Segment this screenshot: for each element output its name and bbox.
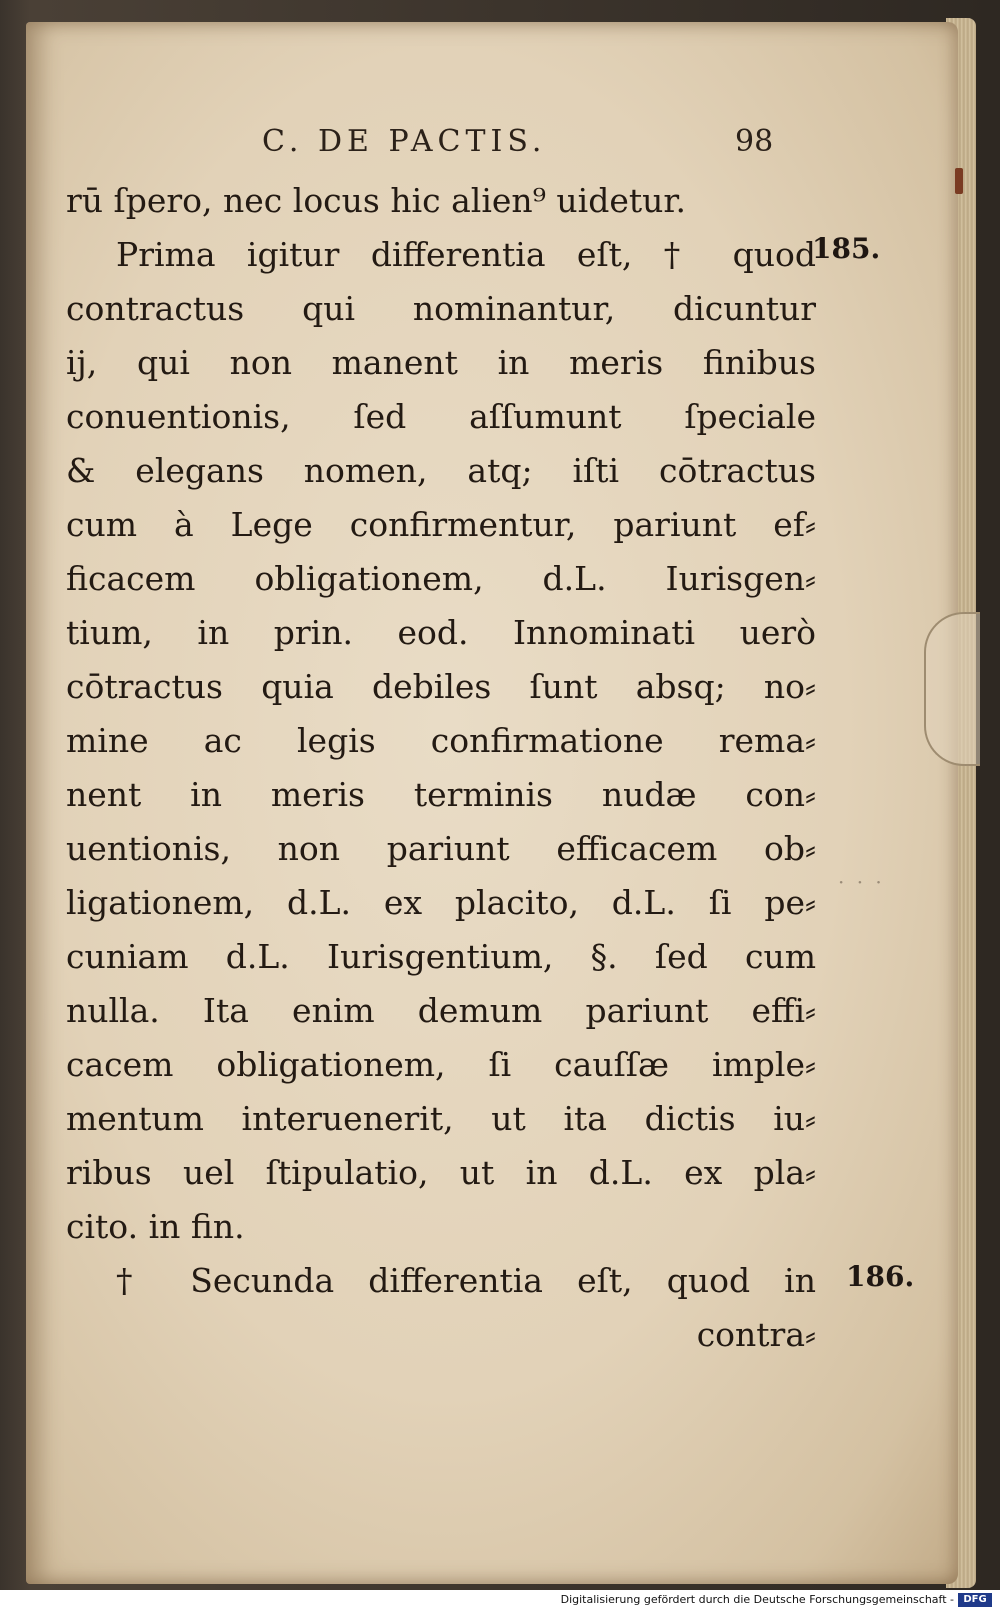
- footer-bar: [0, 1590, 1000, 1611]
- margin-note-186: 186.: [846, 1260, 915, 1293]
- text-line: mine ac legis confirmatione rema⸗: [66, 721, 816, 760]
- text-line: ficacem obligationem, d.L. Iurisgen⸗: [66, 559, 816, 598]
- text-line: nulla. Ita enim demum pariunt effi⸗: [66, 991, 816, 1030]
- text-block: [66, 174, 816, 1362]
- text-line: cuniam d.L. Iurisgentium, §. ſed cum: [66, 937, 816, 976]
- running-head: C. DE PACTIS.: [262, 124, 547, 159]
- text-line: rū ſpero, nec locus hic alien⁹ uidetur.: [66, 181, 687, 220]
- text-line: ribus uel ſtipulatio, ut in d.L. ex pla⸗: [66, 1153, 816, 1192]
- text-line: & elegans nomen, atq; iſti cōtractus: [66, 451, 816, 490]
- catchword: contra⸗: [696, 1315, 816, 1354]
- margin-note-185: 185.: [812, 232, 881, 265]
- text-line: nent in meris terminis nudæ con⸗: [66, 775, 816, 814]
- text-line: contractus qui nominantur, dicuntur: [66, 289, 816, 328]
- dfg-logo: DFG: [958, 1593, 992, 1607]
- text-line: ij, qui non manent in meris finibus: [66, 343, 816, 382]
- text-line: tium, in prin. eod. Innominati uerò: [66, 613, 816, 652]
- text-line: mentum interuenerit, ut ita dictis iu⸗: [66, 1099, 816, 1138]
- text-line: cacem obligationem, ſi cauſſæ imple⸗: [66, 1045, 816, 1084]
- text-line: † Secunda differentia eſt, quod in: [116, 1261, 816, 1300]
- text-line: cum à Lege confirmentur, pariunt ef⸗: [66, 505, 816, 544]
- text-line: Prima igitur differentia eſt, † quod: [116, 235, 816, 274]
- text-line: conuentionis, ſed aſſumunt ſpeciale: [66, 397, 816, 436]
- funding-credit: Digitalisierung gefördert durch die Deutsche Forschungsgemeinschaft -: [560, 1593, 954, 1606]
- page-clip: [924, 612, 980, 766]
- text-line: cōtractus quia debiles ſunt absq; no⸗: [66, 667, 816, 706]
- text-line: ligationem, d.L. ex placito, d.L. ſi pe⸗: [66, 883, 816, 922]
- page-number: 98: [735, 124, 774, 159]
- text-line: uentionis, non pariunt efficacem ob⸗: [66, 829, 816, 868]
- ink-blot: · · ·: [838, 870, 885, 894]
- text-line: cito. in fin.: [66, 1207, 245, 1246]
- edge-mark: [955, 168, 963, 194]
